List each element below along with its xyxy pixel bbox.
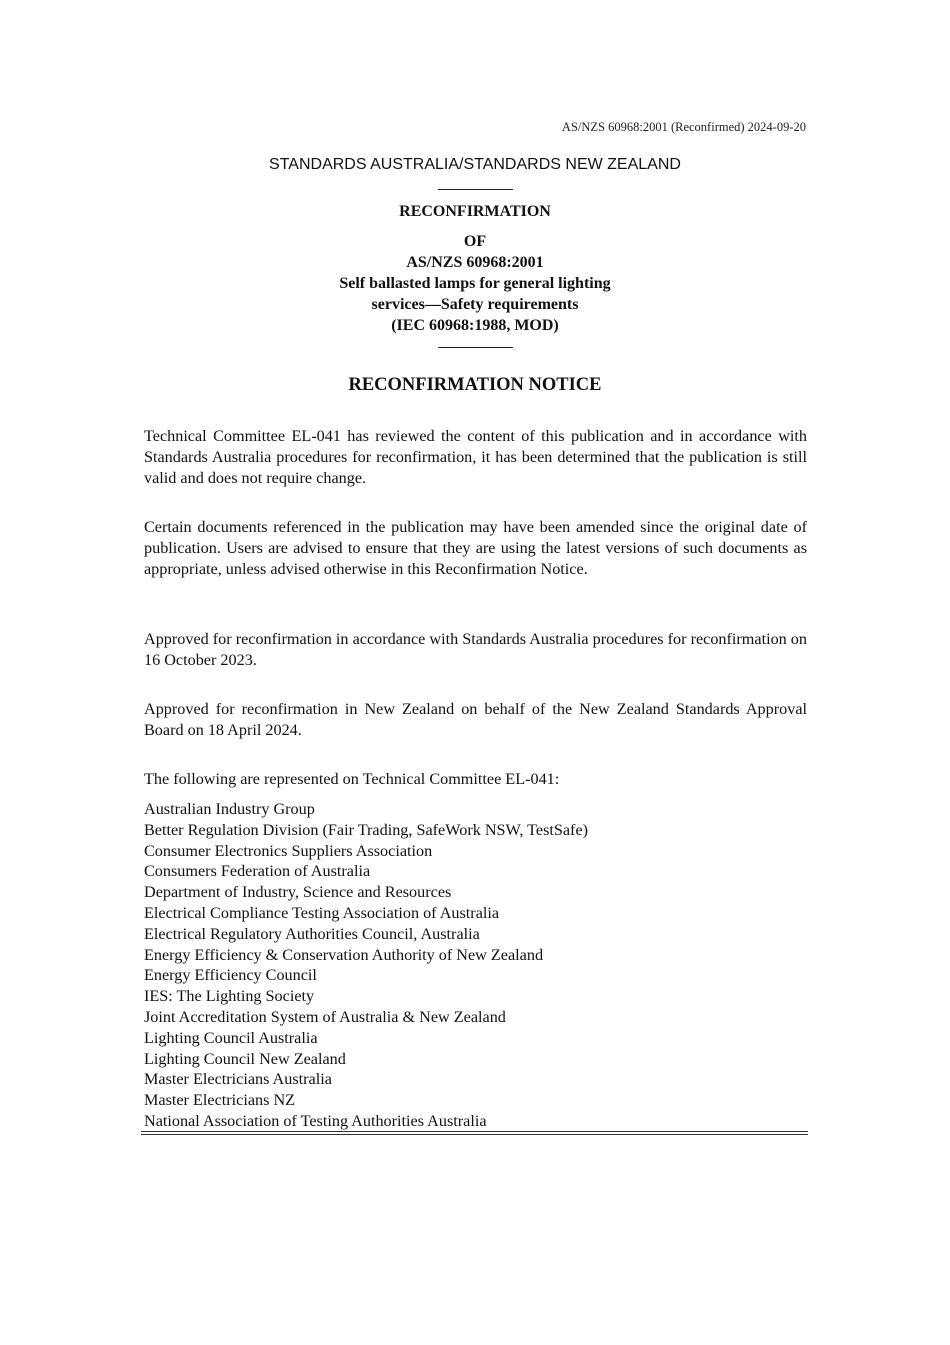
list-item: Better Regulation Division (Fair Trading, SafeWork NSW, TestSafe)	[144, 820, 589, 839]
list-item: Electrical Compliance Testing Association of Australia	[144, 903, 500, 922]
list-item: Master Electricians Australia	[144, 1070, 332, 1089]
paragraph-approval-new-zealand: Approved for reconfirmation in New Zealand on behalf of the New Zealand Standards Approval Board on 18 April 2024.	[144, 700, 807, 739]
title-of: OF	[463, 233, 487, 250]
list-item: Consumers Federation of Australia	[144, 862, 371, 881]
list-item: IES: The Lighting Society	[144, 987, 315, 1006]
list-item: National Association of Testing Authorities Australia	[144, 1111, 487, 1130]
standard-title-line-1: Self ballasted lamps for general lighting	[339, 275, 611, 292]
reconfirmation-heading: RECONFIRMATION	[399, 203, 551, 220]
list-item: Lighting Council Australia	[144, 1028, 318, 1047]
iec-reference: (IEC 60968:1988, MOD)	[391, 317, 559, 334]
list-item: Energy Efficiency Council	[144, 966, 317, 985]
list-item: Energy Efficiency & Conservation Authority of New Zealand	[144, 945, 544, 964]
list-item: Department of Industry, Science and Resources	[144, 883, 452, 902]
standard-title-line-2: services—Safety requirements	[371, 296, 579, 313]
list-item: Master Electricians NZ	[144, 1091, 296, 1110]
list-item: Lighting Council New Zealand	[144, 1049, 346, 1068]
divider-top	[438, 189, 513, 190]
paragraph-review: Technical Committee EL-041 has reviewed the content of this publication and in accordance with Standards Australia procedures for reconfirmation, it has been determined that the publication is still valid and does not require change.	[144, 427, 807, 487]
committee-member-list	[144, 799, 807, 1132]
list-item: Australian Industry Group	[144, 800, 315, 818]
members-intro: The following are represented on Technical Committee EL-041:	[144, 770, 560, 788]
paragraph-approval-australia: Approved for reconfirmation in accordance with Standards Australia procedures for reconfirmation on 16 October 2023.	[144, 630, 807, 669]
list-item: Consumer Electronics Suppliers Association	[144, 841, 433, 860]
list-item: Joint Accreditation System of Australia & New Zealand	[144, 1007, 506, 1026]
end-double-rule	[141, 1131, 808, 1135]
notice-title: RECONFIRMATION NOTICE	[348, 375, 602, 395]
divider-bottom	[438, 347, 513, 348]
list-item: Electrical Regulatory Authorities Council, Australia	[144, 924, 480, 943]
standard-number: AS/NZS 60968:2001	[406, 254, 544, 271]
document-reference: AS/NZS 60968:2001 (Reconfirmed) 2024-09-20	[561, 120, 806, 134]
paragraph-referenced-documents: Certain documents referenced in the publication may have been amended since the original date of publication. Users are advised to ensure that they are using the latest versions of such documents as appropriate, unless advised otherwise in this Reconfirmation Notice.	[144, 518, 807, 578]
organization-title: STANDARDS AUSTRALIA/STANDARDS NEW ZEALAND	[269, 156, 681, 173]
